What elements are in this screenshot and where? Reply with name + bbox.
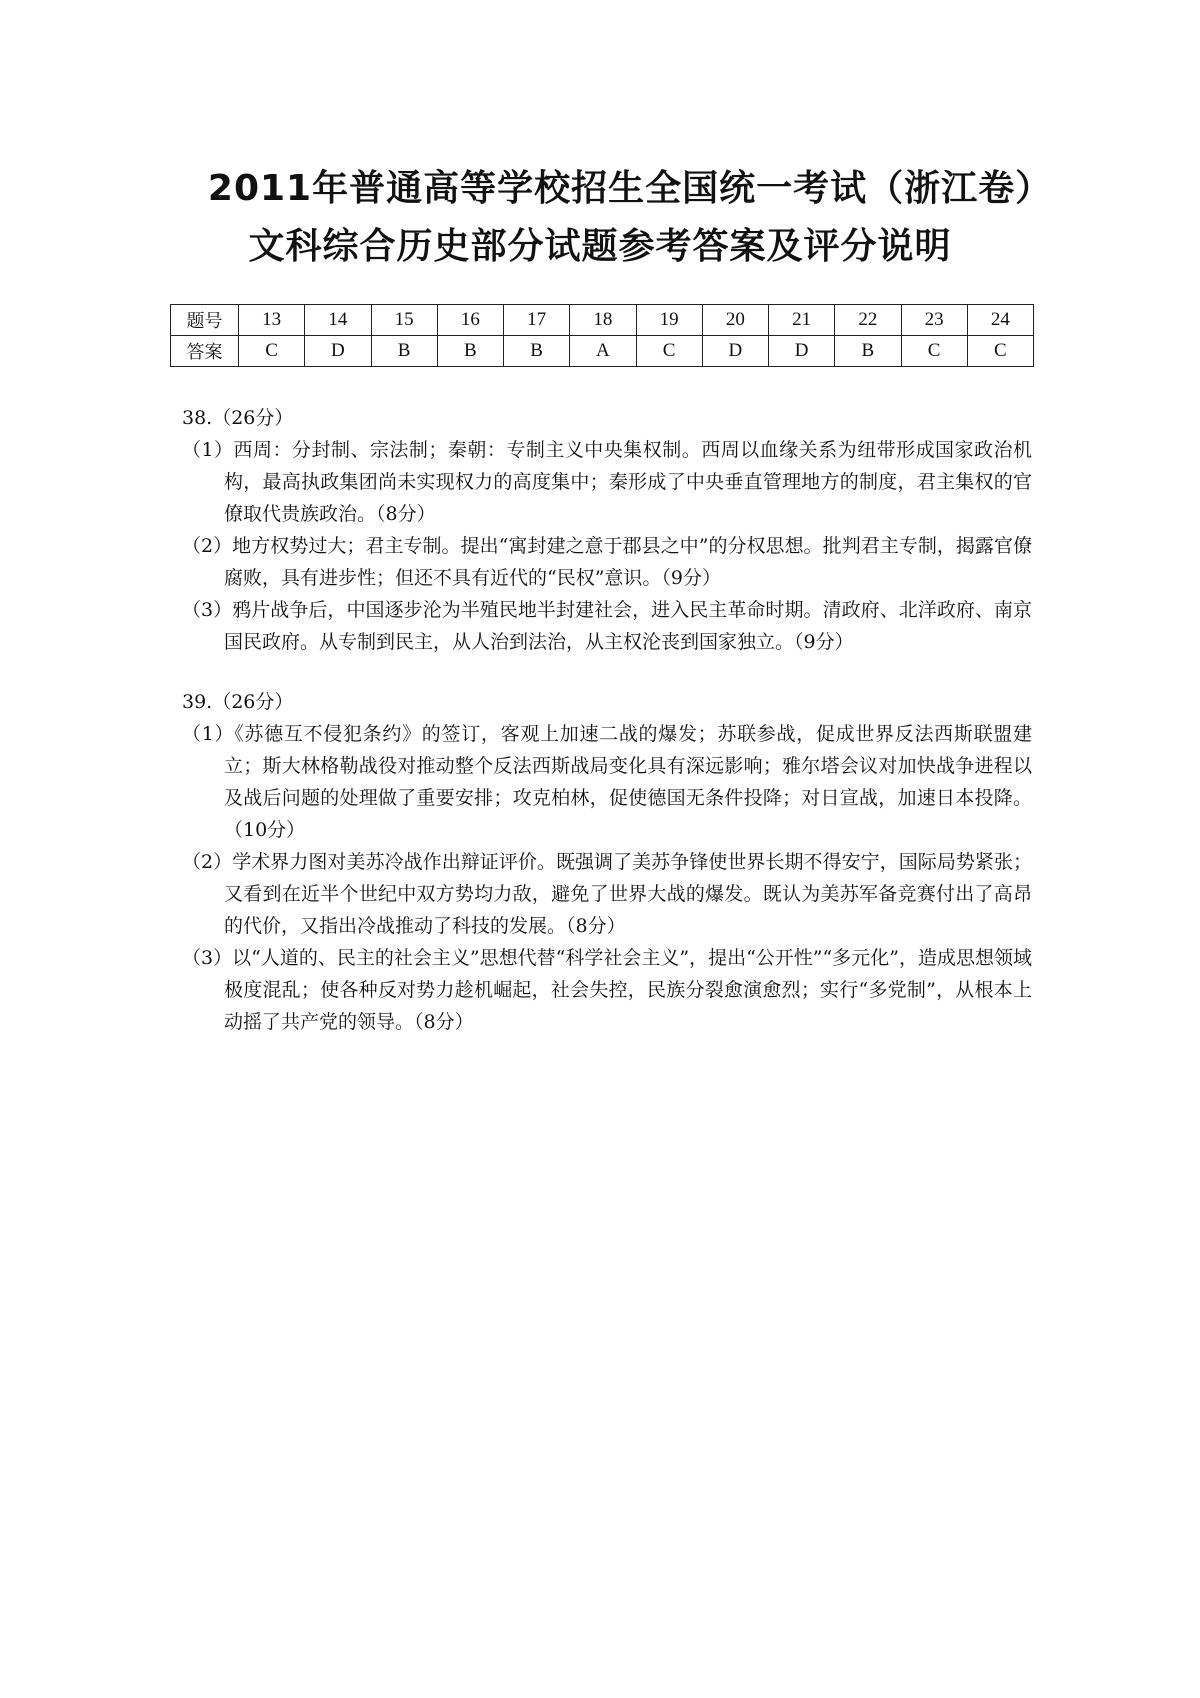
answer-cell: A — [570, 336, 636, 367]
question-number-cell: 21 — [769, 305, 835, 336]
question-38-part-2: （2）地方权势过大；君主专制。提出“寓封建之意于郡县之中”的分权思想。批判君主专制，揭露官僚腐败，具有进步性；但还不具有近代的“民权”意识。（9分） — [182, 535, 1032, 589]
question-number-cell: 19 — [636, 305, 702, 336]
answer-cell: C — [967, 336, 1033, 367]
question-number-cell: 14 — [305, 305, 371, 336]
answer-cell: B — [371, 336, 437, 367]
question-38 — [182, 402, 1032, 658]
question-number-cell: 17 — [504, 305, 570, 336]
question-38-header: 38.（26分） — [182, 407, 294, 429]
question-39-part-3: （3）以“人道的、民主的社会主义”思想代替“科学社会主义”，提出“公开性”“多元化”，造成思想领域极度混乱；使各种反对势力趁机崛起，社会失控，民族分裂愈演愈烈；实行“多党制”，从根本上动摇了共产党的领导。（8分） — [182, 947, 1032, 1033]
question-number-cell: 16 — [437, 305, 503, 336]
question-39-part-1: （1）《苏德互不侵犯条约》的签订，客观上加速二战的爆发；苏联参战，促成世界反法西斯联盟建立；斯大林格勒战役对推动整个反法西斯战局变化具有深远影响；雅尔塔会议对加快战争进程以及战后问题的处理做了重要安排；攻克柏林，促使德国无条件投降；对日宣战，加速日本投降。（10分） — [182, 723, 1032, 841]
question-number-cell: 15 — [371, 305, 437, 336]
answer-cell: C — [636, 336, 702, 367]
question-number-cell: 24 — [967, 305, 1033, 336]
answer-key-table — [170, 304, 1034, 367]
question-39-header: 39.（26分） — [182, 691, 294, 713]
question-38-part-1: （1）西周：分封制、宗法制；秦朝：专制主义中央集权制。西周以血缘关系为纽带形成国家政治机构，最高执政集团尚未实现权力的高度集中；秦形成了中央垂直管理地方的制度，君主集权的官僚取代贵族政治。（8分） — [182, 439, 1032, 525]
question-number-row — [171, 305, 1034, 336]
answer-cell: D — [769, 336, 835, 367]
answer-cell: D — [702, 336, 768, 367]
document-title-line1: 2011年普通高等学校招生全国统一考试（浙江卷） — [207, 168, 1053, 209]
question-number-cell: 22 — [835, 305, 901, 336]
answer-cell: D — [305, 336, 371, 367]
question-38-part-3: （3）鸦片战争后，中国逐步沦为半殖民地半封建社会，进入民主革命时期。清政府、北洋政府、南京国民政府。从专制到民主，从人治到法治，从主权沦丧到国家独立。（9分） — [182, 599, 1032, 653]
question-39-part-2: （2）学术界力图对美苏冷战作出辩证评价。既强调了美苏争锋使世界长期不得安宁，国际局势紧张；又看到在近半个世纪中双方势均力敌，避免了世界大战的爆发。既认为美苏军备竞赛付出了高昂的代价，又指出冷战推动了科技的发展。（8分） — [182, 851, 1032, 937]
answer-cell: B — [437, 336, 503, 367]
question-39 — [182, 686, 1032, 1038]
answer-cell: C — [901, 336, 967, 367]
answer-cell: B — [835, 336, 901, 367]
question-number-cell: 23 — [901, 305, 967, 336]
question-number-cell: 18 — [570, 305, 636, 336]
answer-cell: C — [239, 336, 305, 367]
answer-row — [171, 336, 1034, 367]
row-label-question-number: 题号 — [171, 305, 239, 336]
row-label-answer: 答案 — [171, 336, 239, 367]
question-number-cell: 13 — [239, 305, 305, 336]
answer-cell: B — [504, 336, 570, 367]
question-number-cell: 20 — [702, 305, 768, 336]
document-title-line2: 文科综合历史部分试题参考答案及评分说明 — [248, 226, 952, 267]
